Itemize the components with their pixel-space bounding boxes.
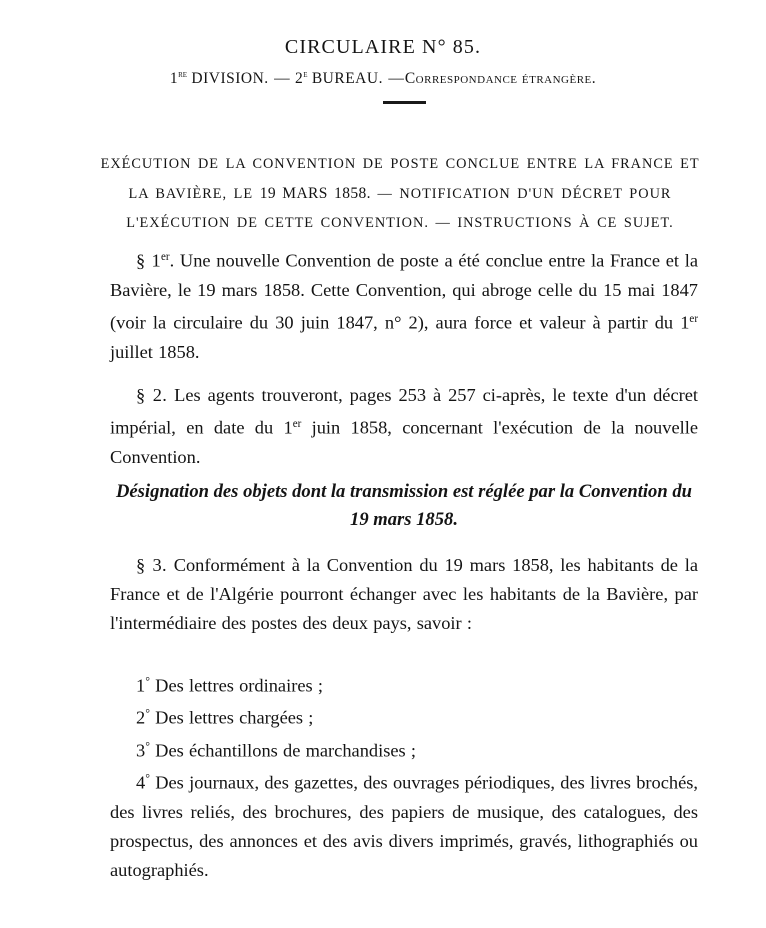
list-item-text: Des lettres ordinaires ;	[149, 675, 323, 696]
list-item-marker: 4	[136, 772, 146, 793]
section-3-marker: § 3.	[136, 555, 167, 575]
enumerated-list	[110, 668, 698, 885]
section-1-marker: § 1	[136, 250, 162, 271]
subtitle-division-word: DIVISION.	[191, 69, 269, 87]
list-item-marker: 1	[136, 675, 146, 696]
section-2-text-b: juin 1858, concernant l'exécution de la nouvelle Convention.	[110, 417, 698, 468]
section-1-text-end: juillet 1858.	[110, 341, 200, 362]
italic-subheading	[110, 478, 698, 534]
list-item-text: Des journaux, des gazettes, des ouvrages périodiques, des livres brochés, des livres reliés, des brochures, des papiers de musique, des catalogues, des prospectus, des annonces et des avis divers imprimés, gravés, lithographiés ou autographiés.	[110, 772, 698, 881]
page-title: CIRCULAIRE N° 85.	[284, 36, 482, 58]
section-2-marker: § 2.	[136, 385, 168, 406]
list-item-marker: 2	[136, 707, 146, 728]
degree-icon: °	[145, 676, 150, 688]
list-item	[110, 733, 698, 765]
header-line-2-b: — NOTIFICATION D'UN DÉCRET POUR	[377, 186, 672, 202]
document-header-block	[100, 150, 700, 238]
list-item	[110, 765, 698, 885]
italic-subheading-line-1: Désignation des objets dont la transmission est réglée par la Convention	[116, 481, 668, 502]
subtitle-bureau-word: BUREAU.	[311, 69, 383, 87]
subtitle-separator-1: —	[274, 69, 290, 87]
header-line-3: L'EXÉCUTION DE CETTE CONVENTION. — INSTRUCTIONS À CE SUJET.	[126, 215, 674, 231]
masthead-subtitle	[60, 69, 706, 89]
section-2-text-superscript: er	[292, 418, 302, 431]
section-1-text: . Une nouvelle Convention de poste a été conclue entre la France et la Bavière, le 19 mars 1858. Cette Convention, qui abroge celle du 15 mai 1847 (voir la circulaire du 30 juin 1847, n° 2), aura force et valeur à partir du 1	[110, 250, 698, 333]
list-item-text: Des échantillons de marchandises ;	[149, 740, 416, 761]
section-2-text-a: Les agents trouveront, pages 253 à 257 ci-après, le texte d'un décret impérial, en date du 1	[110, 385, 698, 438]
paragraph-section-3	[110, 551, 698, 639]
section-3-block	[110, 551, 698, 639]
degree-icon: °	[145, 740, 150, 753]
degree-icon: °	[145, 708, 150, 721]
subtitle-correspondence-label: Correspondance étrangère.	[404, 69, 597, 87]
subtitle-division-number: 1	[169, 69, 179, 87]
italic-subheading-line-2: du 19 mars 1858.	[350, 481, 692, 530]
section-3-text: Conformément à la Convention du 19 mars 1858, les habitants de la France et de l'Algérie pourront échanger avec les habitants de la Bavière, par l'intermédiaire des postes des deux pays, savoir :	[110, 555, 698, 634]
header-line-2-a: LA BAVIÈRE, LE	[128, 186, 254, 202]
masthead	[60, 36, 706, 89]
paragraph-section-1	[110, 243, 698, 367]
subtitle-division-superscript: re	[178, 69, 188, 80]
list-item-marker: 3	[136, 740, 146, 761]
list-item	[110, 668, 698, 700]
section-1-text-superscript: er	[689, 313, 698, 326]
degree-icon: °	[145, 773, 150, 786]
header-line-1: EXÉCUTION DE LA CONVENTION DE POSTE CONCLUE ENTRE LA FRANCE ET	[100, 156, 700, 172]
header-line-2-date: 19 MARS 1858.	[259, 185, 371, 202]
body-column	[110, 243, 698, 472]
section-1-marker-superscript: er	[161, 251, 170, 263]
list-item-text: Des lettres chargées ;	[149, 707, 314, 728]
horizontal-rule-divider	[383, 101, 426, 104]
subtitle-bureau-number: 2	[294, 69, 304, 87]
paragraph-section-2	[110, 381, 698, 472]
subtitle-separator-2: —	[388, 69, 404, 87]
list-item	[110, 700, 698, 732]
subtitle-bureau-superscript: e	[303, 69, 308, 80]
